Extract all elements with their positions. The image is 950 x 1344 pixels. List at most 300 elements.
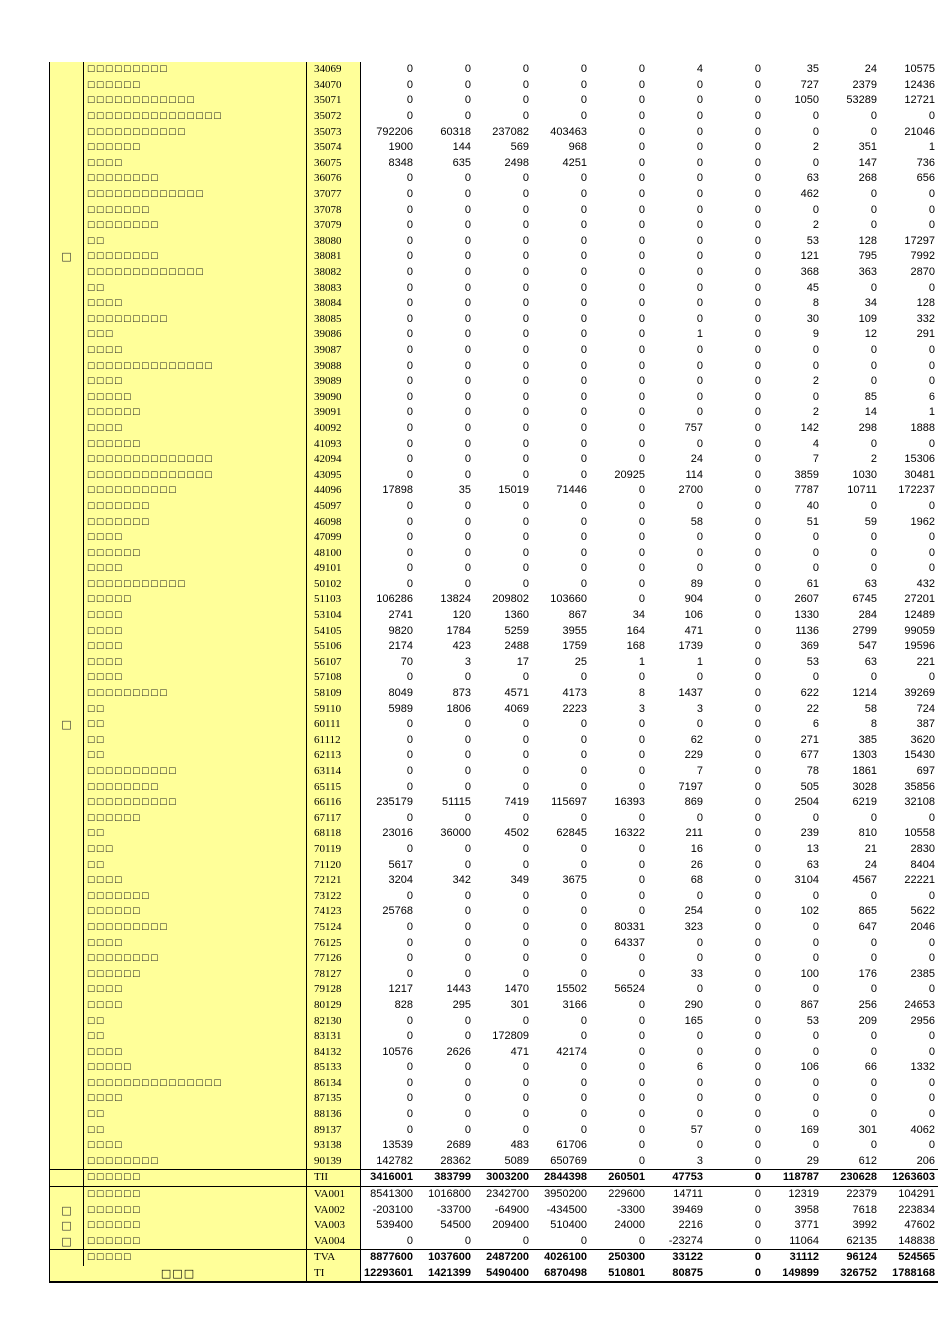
table-cell: 0 bbox=[638, 1123, 645, 1136]
table-cell: 0 bbox=[464, 905, 471, 918]
table-cell: 0 bbox=[638, 63, 645, 76]
table-cell: 0 bbox=[696, 952, 703, 965]
table-cell: 0 bbox=[812, 952, 819, 965]
row-group-label bbox=[50, 670, 84, 686]
table-row bbox=[50, 93, 939, 109]
table-cell: 0 bbox=[580, 94, 587, 107]
table-cell: 176 bbox=[858, 967, 877, 980]
row-code: 37079 bbox=[307, 218, 361, 234]
row-name: □□□□□□□□□ bbox=[84, 62, 307, 78]
table-cell: 2 bbox=[812, 141, 819, 154]
table-cell: 0 bbox=[464, 406, 471, 419]
table-cell: 58 bbox=[690, 515, 703, 528]
row-group-label bbox=[50, 327, 84, 343]
table-cell: 865 bbox=[858, 905, 877, 918]
table-cell: 3204 bbox=[388, 874, 413, 887]
table-cell: 0 bbox=[754, 499, 761, 512]
row-code: 70119 bbox=[307, 842, 361, 858]
table-cell: 0 bbox=[754, 484, 761, 497]
table-cell: 0 bbox=[638, 562, 645, 575]
table-cell: 0 bbox=[696, 390, 703, 403]
table-cell: 4 bbox=[812, 437, 819, 450]
table-cell: 0 bbox=[580, 1014, 587, 1027]
row-group-label bbox=[50, 904, 84, 920]
table-cell: 211 bbox=[685, 827, 703, 840]
row-code: 55106 bbox=[307, 639, 361, 655]
table-cell: 29 bbox=[806, 1154, 819, 1167]
row-name: □□□□□□ bbox=[84, 436, 307, 452]
row-name: □□□□□□ bbox=[84, 140, 307, 156]
row-code: 83131 bbox=[307, 1029, 361, 1045]
row-code: 34070 bbox=[307, 78, 361, 94]
io-table bbox=[49, 62, 938, 1283]
table-cell: 6 bbox=[812, 718, 819, 731]
table-cell: 0 bbox=[406, 780, 413, 793]
table-row bbox=[50, 499, 939, 515]
table-cell: 792206 bbox=[376, 125, 413, 138]
table-cell: 62845 bbox=[556, 827, 587, 840]
row-name: □□□□□□□□□ bbox=[84, 920, 307, 936]
row-name: □□□ bbox=[84, 327, 307, 343]
table-cell: 0 bbox=[696, 141, 703, 154]
table-cell: 0 bbox=[696, 889, 703, 902]
table-row bbox=[50, 265, 939, 281]
table-cell: 3675 bbox=[562, 874, 587, 887]
row-group-label bbox=[50, 343, 84, 359]
table-cell: 53289 bbox=[846, 94, 877, 107]
row-group-label bbox=[50, 982, 84, 998]
table-cell: 0 bbox=[406, 250, 413, 263]
table-cell: 0 bbox=[638, 905, 645, 918]
table-cell: 0 bbox=[580, 531, 587, 544]
table-cell: 0 bbox=[754, 796, 761, 809]
table-cell: 0 bbox=[406, 733, 413, 746]
table-cell: 0 bbox=[522, 359, 529, 372]
table-cell: 0 bbox=[870, 110, 877, 123]
row-group-label bbox=[50, 951, 84, 967]
row-group-label bbox=[50, 592, 84, 608]
table-cell: 26 bbox=[690, 858, 703, 871]
table-cell: 0 bbox=[638, 421, 645, 434]
table-cell: 0 bbox=[696, 343, 703, 356]
table-cell: 369 bbox=[800, 640, 819, 653]
table-cell: 12489 bbox=[904, 609, 935, 622]
row-name: □□□□□□□ bbox=[84, 499, 307, 515]
table-cell: 0 bbox=[464, 889, 471, 902]
row-name: □□□□□□□□□□□□□□ bbox=[84, 467, 307, 483]
table-cell: 14 bbox=[864, 406, 877, 419]
row-group-label bbox=[50, 545, 84, 561]
table-cell: 0 bbox=[522, 858, 529, 871]
table-cell: 144 bbox=[452, 141, 471, 154]
row-code: 87135 bbox=[307, 1091, 361, 1107]
table-row bbox=[50, 857, 939, 873]
table-cell: 1784 bbox=[446, 624, 471, 637]
table-cell: 0 bbox=[812, 390, 819, 403]
row-name: □□□□□ bbox=[84, 592, 307, 608]
table-cell: 0 bbox=[754, 437, 761, 450]
table-cell: 4062 bbox=[910, 1123, 935, 1136]
table-cell: 7197 bbox=[678, 780, 703, 793]
table-cell: 3620 bbox=[910, 733, 935, 746]
table-cell: 0 bbox=[870, 343, 877, 356]
table-cell: 1759 bbox=[562, 640, 587, 653]
table-cell: 0 bbox=[812, 531, 819, 544]
table-row bbox=[50, 312, 939, 328]
table-cell: 0 bbox=[754, 749, 761, 762]
table-cell: 0 bbox=[870, 499, 877, 512]
table-cell: 650769 bbox=[550, 1154, 587, 1167]
table-cell: 0 bbox=[696, 718, 703, 731]
table-cell: 0 bbox=[522, 671, 529, 684]
table-cell: 0 bbox=[522, 406, 529, 419]
table-cell: 3950200 bbox=[532, 1186, 590, 1202]
table-cell: 0 bbox=[406, 936, 413, 949]
table-cell: 0 bbox=[406, 266, 413, 279]
row-code: 40092 bbox=[307, 421, 361, 437]
table-cell: 40 bbox=[806, 499, 819, 512]
row-group-label bbox=[50, 857, 84, 873]
table-cell: 1900 bbox=[388, 141, 413, 154]
table-cell: 14711 bbox=[648, 1186, 706, 1202]
row-name: □□□□□□ bbox=[84, 1186, 307, 1202]
table-cell: 16322 bbox=[614, 827, 645, 840]
table-cell: 0 bbox=[696, 811, 703, 824]
table-cell: 70 bbox=[400, 655, 413, 668]
table-cell: 0 bbox=[406, 359, 413, 372]
table-row bbox=[50, 405, 939, 421]
table-cell: 0 bbox=[754, 1203, 761, 1216]
table-cell: 0 bbox=[406, 749, 413, 762]
table-cell: 0 bbox=[464, 1030, 471, 1043]
row-name: □□□□□□□□□□□□□ bbox=[84, 265, 307, 281]
row-name: □□□□□□ bbox=[84, 904, 307, 920]
table-cell: 0 bbox=[754, 718, 761, 731]
row-name: □□□□ bbox=[84, 998, 307, 1014]
table-cell: 0 bbox=[696, 531, 703, 544]
row-group-label bbox=[50, 140, 84, 156]
table-cell: 0 bbox=[406, 78, 413, 91]
table-cell: 172237 bbox=[898, 484, 935, 497]
table-cell: 968 bbox=[568, 141, 587, 154]
table-cell: 15502 bbox=[556, 983, 587, 996]
table-cell: 0 bbox=[754, 421, 761, 434]
row-code: 74123 bbox=[307, 904, 361, 920]
table-cell: 677 bbox=[800, 749, 819, 762]
table-cell: 0 bbox=[580, 468, 587, 481]
table-cell: 0 bbox=[754, 1108, 761, 1121]
row-group-label bbox=[50, 499, 84, 515]
table-cell: 2 bbox=[812, 375, 819, 388]
table-cell: 697 bbox=[916, 765, 935, 778]
table-row bbox=[50, 1154, 939, 1170]
table-cell: 4173 bbox=[562, 687, 587, 700]
table-cell: 12 bbox=[864, 328, 877, 341]
table-cell: 0 bbox=[696, 936, 703, 949]
table-cell: 0 bbox=[696, 234, 703, 247]
table-cell: 0 bbox=[928, 219, 935, 232]
table-cell: 4069 bbox=[504, 702, 529, 715]
table-cell: 10711 bbox=[847, 484, 877, 497]
table-cell: 42174 bbox=[556, 1045, 587, 1058]
table-cell: 0 bbox=[406, 94, 413, 107]
table-cell: 0 bbox=[870, 125, 877, 138]
row-name: □□□□□□□ bbox=[84, 888, 307, 904]
table-cell: 3955 bbox=[562, 624, 587, 637]
table-cell: 0 bbox=[522, 1108, 529, 1121]
table-cell: 1030 bbox=[852, 468, 877, 481]
table-cell: 0 bbox=[870, 983, 877, 996]
table-cell: 120 bbox=[452, 609, 471, 622]
row-code: VA004 bbox=[307, 1234, 361, 1250]
table-cell: 0 bbox=[696, 359, 703, 372]
table-cell: 0 bbox=[406, 765, 413, 778]
row-group-label bbox=[50, 124, 84, 140]
table-cell: 0 bbox=[638, 842, 645, 855]
table-cell: 63 bbox=[806, 858, 819, 871]
table-row bbox=[50, 343, 939, 359]
table-cell: 904 bbox=[684, 593, 703, 606]
table-cell: 2799 bbox=[852, 624, 877, 637]
table-cell: 0 bbox=[522, 328, 529, 341]
table-cell: 1303 bbox=[852, 749, 877, 762]
row-group-label: □ bbox=[50, 1202, 84, 1218]
row-code: 48100 bbox=[307, 545, 361, 561]
table-cell: 0 bbox=[754, 188, 761, 201]
row-name: □□□□□□□□□□ bbox=[84, 795, 307, 811]
table-cell: 0 bbox=[638, 297, 645, 310]
table-cell: 7419 bbox=[504, 796, 529, 809]
table-cell: 0 bbox=[580, 390, 587, 403]
table-cell: 0 bbox=[812, 889, 819, 902]
table-cell: 2504 bbox=[794, 796, 819, 809]
row-group-label bbox=[50, 842, 84, 858]
row-code: 90139 bbox=[307, 1154, 361, 1170]
table-cell: 0 bbox=[638, 1045, 645, 1058]
table-cell: 0 bbox=[522, 811, 529, 824]
table-cell: 0 bbox=[580, 297, 587, 310]
table-cell: 0 bbox=[522, 920, 529, 933]
table-cell: 206 bbox=[916, 1154, 935, 1167]
table-cell: 0 bbox=[464, 811, 471, 824]
row-code: VA001 bbox=[307, 1186, 361, 1202]
table-cell: 0 bbox=[754, 156, 761, 169]
table-cell: -33700 bbox=[436, 1203, 471, 1216]
table-cell: 462 bbox=[800, 188, 819, 201]
table-row bbox=[50, 888, 939, 904]
table-cell: 0 bbox=[522, 577, 529, 590]
row-group-label bbox=[50, 639, 84, 655]
table-cell: 0 bbox=[406, 889, 413, 902]
table-cell: 0 bbox=[812, 936, 819, 949]
table-cell: 1136 bbox=[795, 624, 819, 637]
table-cell: 0 bbox=[754, 624, 761, 637]
table-cell: 0 bbox=[870, 952, 877, 965]
table-cell: 0 bbox=[522, 718, 529, 731]
table-cell: 250300 bbox=[590, 1250, 648, 1266]
table-cell: 0 bbox=[754, 172, 761, 185]
table-cell: 0 bbox=[754, 406, 761, 419]
row-name: □□□□□□□□□□□□□ bbox=[84, 187, 307, 203]
table-cell: 0 bbox=[580, 203, 587, 216]
row-name: □□□□ bbox=[84, 296, 307, 312]
table-cell: 0 bbox=[464, 281, 471, 294]
row-name: □□□□□□□□□□□□□□□ bbox=[84, 109, 307, 125]
table-cell: 0 bbox=[522, 437, 529, 450]
table-cell: 114 bbox=[685, 468, 703, 481]
table-cell: 0 bbox=[464, 577, 471, 590]
table-cell: 3 bbox=[464, 655, 471, 668]
table-cell: 1888 bbox=[910, 421, 935, 434]
table-cell: 0 bbox=[406, 281, 413, 294]
row-name: □□□□ bbox=[84, 608, 307, 624]
table-cell: 0 bbox=[754, 609, 761, 622]
table-cell: 0 bbox=[464, 94, 471, 107]
table-cell: 0 bbox=[580, 733, 587, 746]
row-group-label bbox=[50, 873, 84, 889]
row-name: □□□□□□□□ bbox=[84, 171, 307, 187]
table-cell: 0 bbox=[870, 375, 877, 388]
table-cell: 34 bbox=[864, 297, 877, 310]
table-cell: 106286 bbox=[376, 593, 413, 606]
table-cell: 31112 bbox=[764, 1250, 822, 1266]
table-cell: 0 bbox=[406, 1092, 413, 1105]
table-cell: 36000 bbox=[440, 827, 471, 840]
table-cell: 0 bbox=[638, 484, 645, 497]
table-cell: 0 bbox=[522, 343, 529, 356]
table-row bbox=[50, 592, 939, 608]
row-name: □□□□□□ bbox=[84, 78, 307, 94]
table-cell: 0 bbox=[406, 234, 413, 247]
table-cell: 0 bbox=[706, 1170, 764, 1187]
row-name: □□ bbox=[84, 234, 307, 250]
table-cell: 103660 bbox=[550, 593, 587, 606]
table-cell: 256 bbox=[858, 998, 877, 1011]
table-cell: 0 bbox=[580, 1076, 587, 1089]
table-cell: 3958 bbox=[794, 1203, 819, 1216]
row-code: 43095 bbox=[307, 467, 361, 483]
table-row bbox=[50, 904, 939, 920]
table-row bbox=[50, 779, 939, 795]
row-code: 47099 bbox=[307, 530, 361, 546]
row-name: □□□□ bbox=[84, 374, 307, 390]
table-cell: 0 bbox=[928, 281, 935, 294]
table-cell: 0 bbox=[812, 125, 819, 138]
table-cell: 0 bbox=[638, 343, 645, 356]
row-code: VA003 bbox=[307, 1218, 361, 1234]
row-group-label bbox=[50, 686, 84, 702]
table-row bbox=[50, 1029, 939, 1045]
row-name: □□□□□□□□□□□ bbox=[84, 124, 307, 140]
table-cell: 828 bbox=[394, 998, 413, 1011]
table-cell: 0 bbox=[638, 858, 645, 871]
table-cell: 0 bbox=[696, 1092, 703, 1105]
table-cell: 0 bbox=[464, 437, 471, 450]
table-cell: 0 bbox=[638, 359, 645, 372]
table-cell: 149899 bbox=[764, 1266, 822, 1283]
row-name: □□□□□□□□□□ bbox=[84, 483, 307, 499]
row-name: □□□□□□ bbox=[84, 1218, 307, 1234]
table-cell: 0 bbox=[812, 671, 819, 684]
table-cell: 0 bbox=[638, 234, 645, 247]
table-row bbox=[50, 421, 939, 437]
table-cell: 0 bbox=[928, 188, 935, 201]
table-cell: 0 bbox=[580, 952, 587, 965]
table-cell: 0 bbox=[406, 390, 413, 403]
table-cell: 51115 bbox=[442, 796, 471, 809]
table-cell: 1217 bbox=[388, 983, 413, 996]
table-cell: 0 bbox=[522, 889, 529, 902]
table-cell: 0 bbox=[580, 905, 587, 918]
table-cell: 68 bbox=[690, 874, 703, 887]
table-cell: -3300 bbox=[616, 1203, 645, 1216]
table-cell: 0 bbox=[638, 203, 645, 216]
row-code: 53104 bbox=[307, 608, 361, 624]
row-code: 38083 bbox=[307, 280, 361, 296]
table-cell: 0 bbox=[638, 312, 645, 325]
table-cell: 23016 bbox=[382, 827, 413, 840]
table-cell: 1330 bbox=[794, 609, 819, 622]
row-code: 82130 bbox=[307, 1013, 361, 1029]
table-cell: 0 bbox=[522, 1014, 529, 1027]
table-cell: 0 bbox=[754, 63, 761, 76]
table-cell: 0 bbox=[638, 1092, 645, 1105]
table-cell: 0 bbox=[696, 94, 703, 107]
table-cell: 0 bbox=[812, 1108, 819, 1121]
table-cell: 0 bbox=[638, 967, 645, 980]
table-cell: 326752 bbox=[822, 1266, 880, 1283]
table-cell: 239 bbox=[800, 827, 819, 840]
table-cell: 0 bbox=[464, 967, 471, 980]
row-name: □□□□□□ bbox=[84, 405, 307, 421]
table-cell: 0 bbox=[522, 967, 529, 980]
table-cell: 0 bbox=[696, 437, 703, 450]
table-cell: 0 bbox=[464, 842, 471, 855]
row-code: 86134 bbox=[307, 1076, 361, 1092]
table-cell: 0 bbox=[638, 250, 645, 263]
row-name: □□ bbox=[84, 826, 307, 842]
table-cell: 8 bbox=[870, 718, 877, 731]
table-cell: 0 bbox=[928, 562, 935, 575]
table-cell: 27201 bbox=[904, 593, 935, 606]
table-cell: 0 bbox=[754, 531, 761, 544]
table-row bbox=[50, 1091, 939, 1107]
table-cell: 368 bbox=[800, 266, 819, 279]
row-code: 71120 bbox=[307, 857, 361, 873]
table-cell: 0 bbox=[580, 1061, 587, 1074]
table-cell: 0 bbox=[522, 421, 529, 434]
table-cell: 24 bbox=[864, 63, 877, 76]
table-cell: 0 bbox=[638, 328, 645, 341]
table-cell: 12319 bbox=[764, 1186, 822, 1202]
table-cell: 0 bbox=[522, 1123, 529, 1136]
table-cell: 0 bbox=[464, 78, 471, 91]
table-cell: 1437 bbox=[678, 687, 703, 700]
table-cell: 0 bbox=[754, 78, 761, 91]
table-cell: 1421399 bbox=[416, 1266, 474, 1283]
table-cell: 724 bbox=[916, 702, 935, 715]
row-code: 79128 bbox=[307, 982, 361, 998]
row-group-label bbox=[50, 1170, 84, 1187]
row-group-label bbox=[50, 795, 84, 811]
table-cell: 8877600 bbox=[361, 1250, 417, 1266]
table-cell: 15019 bbox=[498, 484, 529, 497]
row-name: □□□□ bbox=[84, 1091, 307, 1107]
row-group-label bbox=[50, 280, 84, 296]
table-cell: 230628 bbox=[822, 1170, 880, 1187]
row-name: □□□□□□□□□□□ bbox=[84, 577, 307, 593]
table-row bbox=[50, 577, 939, 593]
